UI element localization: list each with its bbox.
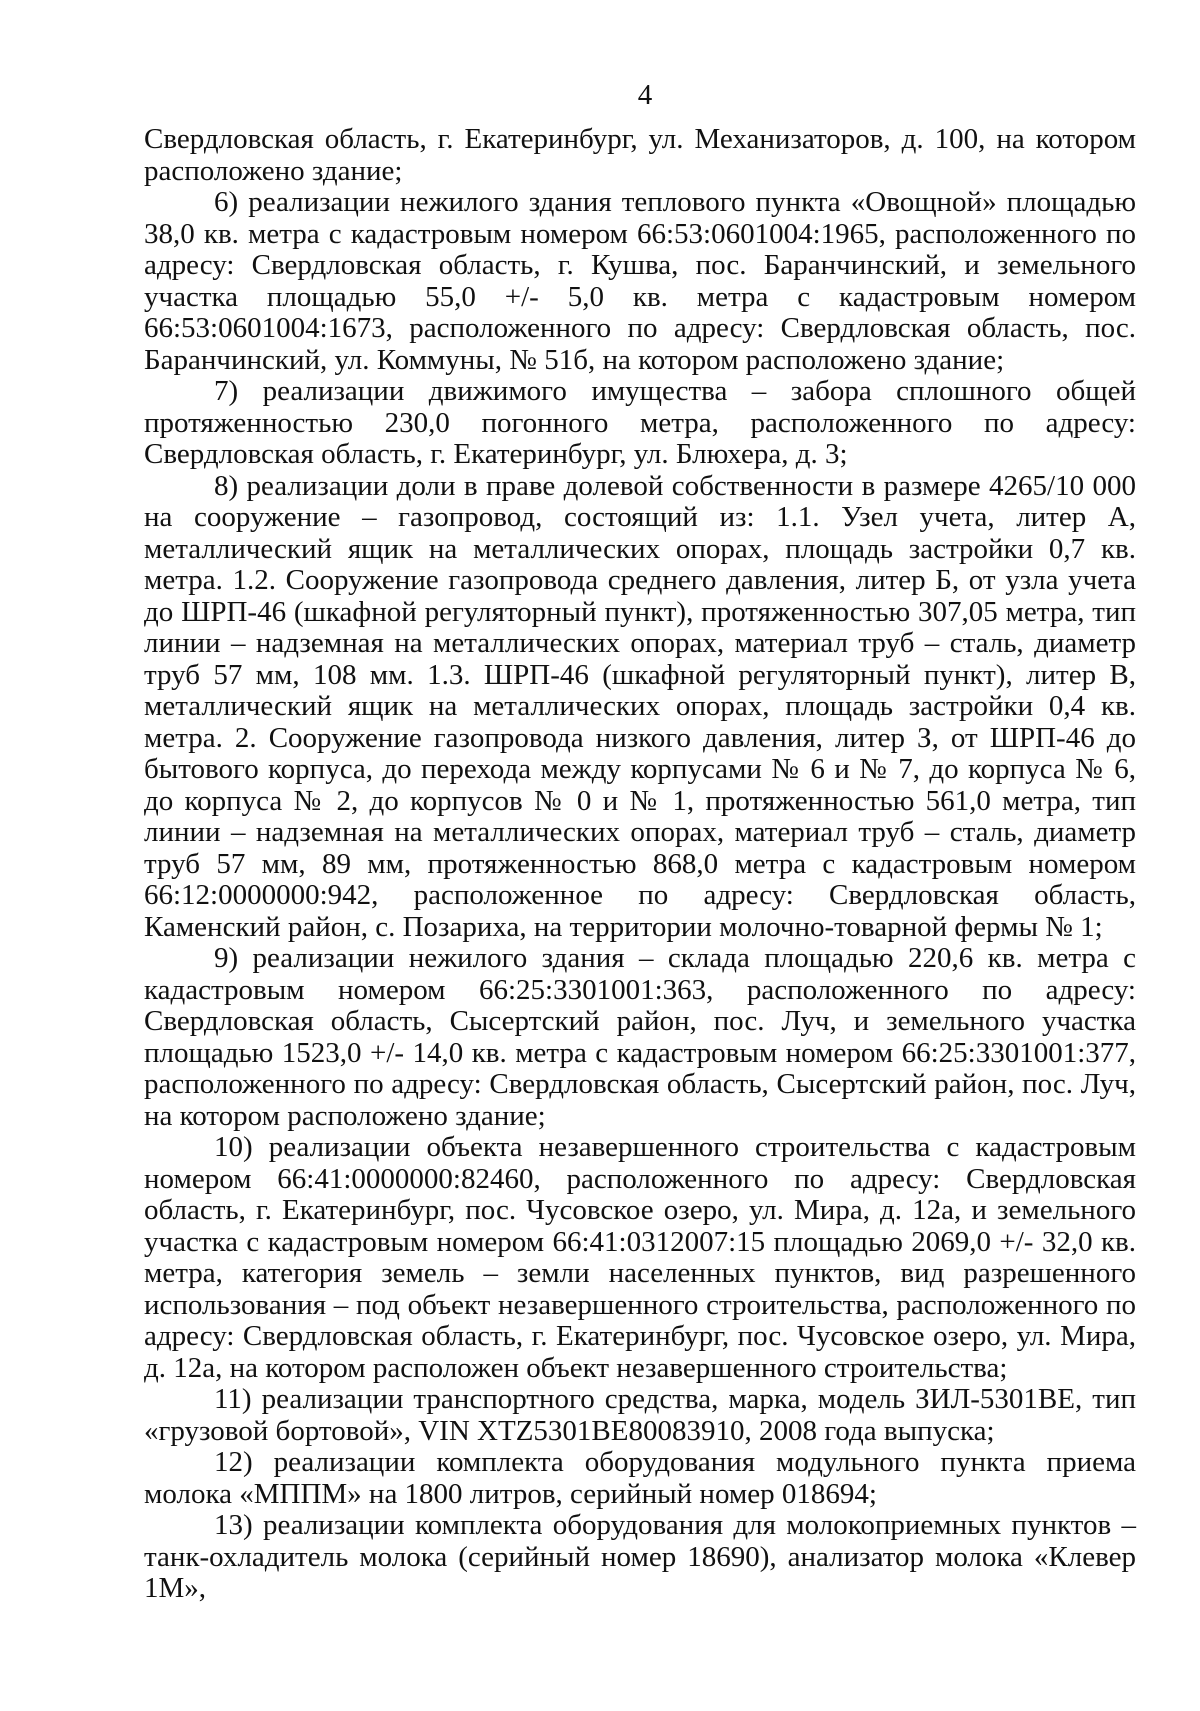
list-item-8: 8) реализации доли в праве долевой собственности в размере 4265/10 000 на сооружение – газопровод, состоящий из: 1.1. Узел учета, литер А, металлический ящик на металлических опорах, площадь застройки 0,7 кв. метра. 1.2. Сооружение газопровода среднего давления, литер Б, от узла учета до ШРП-46 (шкафной регуляторный пункт), протяженностью 307,05 метра, тип линии – надземная на металлических опорах, материал труб – сталь, диаметр труб 57 мм, 108 мм. 1.3. ШРП-46 (шкафной регуляторный пункт), литер В, металлический ящик на металлических опорах, площадь застройки 0,4 кв. метра. 2. Сооружение газопровода низкого давления, литер З, от ШРП-46 до бытового корпуса, до перехода между корпусами № 6 и № 7, до корпуса № 6, до корпуса № 2, до корпусов № 0 и № 1, протяженностью 561,0 метра, тип линии – надземная на металлических опорах, материал труб – сталь, диаметр труб 57 мм, 89 мм, протяженностью 868,0 метра с кадастровым номером 66:12:0000000:942, расположенное по адресу: Свердловская область, Каменский район, с. Позариха, на территории молочно-товарной фермы № 1; [144,469,1136,943]
document-body [144,124,1136,1605]
list-item-13: 13) реализации комплекта оборудования для молокоприемных пунктов – танк-охладитель молока (серийный номер 18690), анализатор молока «Клевер 1М», [144,1509,1136,1604]
list-item-12: 12) реализации комплекта оборудования модульного пункта приема молока «МППМ» на 1800 литров, серийный номер 018694; [144,1446,1136,1510]
list-item-10: 10) реализации объекта незавершенного строительства с кадастровым номером 66:41:0000000:82460, расположенного по адресу: Свердловская область, г. Екатеринбург, пос. Чусовское озеро, ул. Мира, д. 12а, и земельного участка с кадастровым номером 66:41:0312007:15 площадью 2069,0 +/- 32,0 кв. метра, категория земель – земли населенных пунктов, вид разрешенного использования – под объект незавершенного строительства, расположенного по адресу: Свердловская область, г. Екатеринбург, пос. Чусовское озеро, ул. Мира, д. 12а, на котором расположен объект незавершенного строительства; [144,1131,1136,1384]
list-item-6: 6) реализации нежилого здания теплового пункта «Овощной» площадью 38,0 кв. метра с кадастровым номером 66:53:0601004:1965, расположенного по адресу: Свердловская область, г. Кушва, пос. Баранчинский, и земельного участка площадью 55,0 +/- 5,0 кв. метра с кадастровым номером 66:53:0601004:1673, расположенного по адресу: Свердловская область, пос. Баранчинский, ул. Коммуны, № 51б, на котором расположено здание; [144,186,1136,376]
list-item-7: 7) реализации движимого имущества – забора сплошного общей протяженностью 230,0 погонного метра, расположенного по адресу: Свердловская область, г. Екатеринбург, ул. Блюхера, д. 3; [144,375,1136,470]
list-item-11: 11) реализации транспортного средства, марка, модель ЗИЛ-5301ВЕ, тип «грузовой бортовой», VIN XTZ5301BE80083910, 2008 года выпуска; [144,1383,1136,1447]
paragraph-continuation: Свердловская область, г. Екатеринбург, ул. Механизаторов, д. 100, на котором расположено здание; [144,123,1136,187]
page-number: 4 [637,79,653,111]
list-item-9: 9) реализации нежилого здания – склада площадью 220,6 кв. метра с кадастровым номером 66:25:3301001:363, расположенного по адресу: Свердловская область, Сысертский район, пос. Луч, и земельного участка площадью 1523,0 +/- 14,0 кв. метра с кадастровым номером 66:25:3301001:377, расположенного по адресу: Свердловская область, Сысертский район, пос. Луч, на котором расположено здание; [144,942,1136,1132]
